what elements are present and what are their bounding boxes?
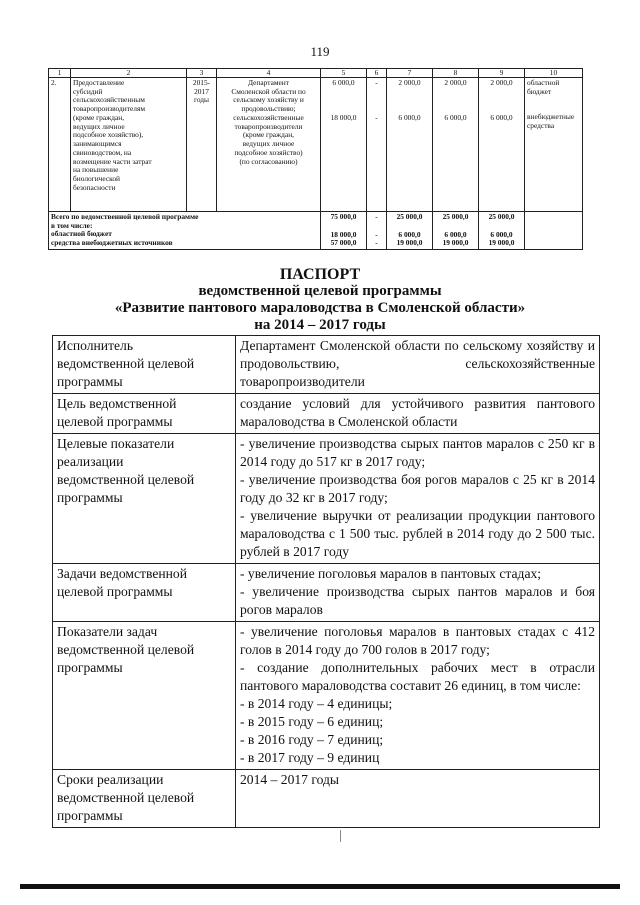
desc-line: субсидий (73, 86, 103, 96)
total-col9 (479, 212, 525, 250)
total-col7 (387, 212, 433, 250)
row-number: 2. (49, 78, 71, 212)
y2017-cell (479, 78, 525, 212)
executor-line: товаропроизводители (234, 121, 303, 131)
executor-line: Департамент (248, 78, 289, 87)
value: 25 000,0 (442, 212, 469, 221)
executor-cell (217, 78, 321, 212)
measure-description (71, 78, 187, 212)
title-line: ПАСПОРТ (279, 266, 361, 283)
passport-value (236, 336, 600, 394)
col-number: 9 (479, 69, 525, 78)
value: 6 000,0 (490, 112, 513, 122)
passport-table (52, 335, 600, 828)
y2016-cell (433, 78, 479, 212)
value: 6 000,0 (490, 229, 513, 239)
desc-line: безопасности (73, 182, 116, 192)
passport-value (236, 564, 600, 622)
label-line: программы (57, 660, 123, 675)
desc-line: на повышение (73, 165, 119, 175)
col-number: 4 (217, 69, 321, 78)
value: 19 000,0 (396, 238, 423, 248)
label-line: программы (57, 490, 123, 505)
title-line: на 2014 – 2017 годы (254, 317, 386, 333)
col6-cell (367, 78, 387, 212)
col-number: 5 (321, 69, 367, 78)
passport-value (236, 394, 600, 434)
label-line: ведомственной целевой (57, 790, 195, 805)
executor-line: сельскому хозяйству и (233, 95, 304, 105)
value: - (375, 112, 378, 122)
y2015-cell (387, 78, 433, 212)
value: внебюджетные средства (527, 112, 575, 131)
period-cell: 2015-2017 годы (187, 78, 217, 212)
total-label-line: в том числе: (51, 220, 93, 230)
desc-line: свиноводством, на (73, 147, 132, 157)
col-number: 6 (367, 69, 387, 78)
value: 18 000,0 (330, 229, 357, 239)
page-bottom-rule (20, 884, 620, 889)
value-line: - в 2017 году – 9 единиц (240, 750, 380, 765)
title-line: «Развитие пантового мараловодства в Смоленской области» (114, 300, 526, 316)
value: 6 000,0 (398, 229, 421, 239)
passport-label (53, 770, 236, 828)
passport-row-targets (53, 434, 600, 564)
passport-row-indicators (53, 622, 600, 770)
value: 25 000,0 (396, 212, 423, 221)
source-cell (525, 78, 583, 212)
total-col10 (525, 212, 583, 250)
executor-line: ведущих личное (242, 139, 295, 149)
value-line: - увеличение производства боя рогов маралов с 25 кг в 2014 году до 32 кг в 2017 году; (240, 472, 595, 505)
value: 2 000,0 (444, 78, 467, 87)
passport-label (53, 434, 236, 564)
value: 18 000,0 (330, 112, 357, 122)
col-number: 3 (187, 69, 217, 78)
title-line: ведомственной целевой программы (198, 283, 442, 299)
column-numbers-row (49, 69, 583, 78)
total-row (49, 212, 583, 250)
desc-line: (кроме граждан, (73, 112, 125, 122)
total-label (49, 212, 321, 250)
label-line: реализации (57, 454, 124, 469)
desc-line: подсобное хозяйство), (73, 130, 144, 140)
label-line: Цель ведомственной (57, 396, 177, 411)
label-line: ведомственной целевой (57, 472, 195, 487)
value: - (375, 78, 378, 87)
passport-label (53, 336, 236, 394)
value: областной бюджет (527, 78, 560, 96)
label-line: Целевые показатели (57, 436, 175, 451)
total-label-line: средства внебюджетных источников (51, 238, 173, 248)
value-line: - создание дополнительных рабочих мест в отрасли пантового мараловодства составит 26 единиц, в том числе: (240, 660, 595, 693)
total-col6 (367, 212, 387, 250)
value-line: - увеличение выручки от реализации продукции пантового мараловодства с 1 500 тыс. рублей в 2014 году до 2 500 тыс. рублей в 2017 году (240, 508, 595, 559)
value-line: - увеличение производства сырых пантов маралов с 250 кг в 2014 году до 517 кг в 2017 году; (240, 436, 595, 469)
label-line: Исполнитель (57, 338, 134, 353)
value-line: Департамент Смоленской области по сельскому хозяйству и продовольствию, сельскохозяйственные товаропроизводители (240, 338, 595, 389)
value-line: - увеличение производства сырых пантов маралов и боя рогов маралов (240, 584, 595, 617)
passport-value (236, 434, 600, 564)
label-line: Показатели задач (57, 624, 158, 639)
total-col5 (321, 212, 367, 250)
passport-value (236, 770, 600, 828)
passport-row-executor (53, 336, 600, 394)
program-funding-table (48, 68, 583, 250)
total-cell (321, 78, 367, 212)
value: - (375, 229, 378, 239)
label-line: ведомственной целевой (57, 356, 195, 371)
total-col8 (433, 212, 479, 250)
value: 2 000,0 (490, 78, 513, 87)
value: - (375, 238, 378, 248)
value-line: создание условий для устойчивого развития пантового мараловодства в Смоленской области (240, 396, 595, 429)
passport-value (236, 622, 600, 770)
value: 6 000,0 (444, 229, 467, 239)
label-line: Задачи ведомственной (57, 566, 187, 581)
executor-line: подсобное хозяйство) (234, 147, 303, 157)
value: 6 000,0 (398, 112, 421, 122)
value: 6 000,0 (332, 78, 355, 87)
total-label-line: областной бюджет (51, 229, 112, 239)
passport-row-goal (53, 394, 600, 434)
label-line: программы (57, 808, 123, 823)
desc-line: возмещение части затрат (73, 156, 152, 166)
value-line: - в 2016 году – 7 единиц; (240, 732, 384, 747)
desc-line: Предоставление (73, 78, 125, 87)
label-line: целевой программы (57, 584, 173, 599)
label-line: ведомственной целевой (57, 642, 195, 657)
value: 6 000,0 (444, 112, 467, 122)
table-row (49, 78, 583, 212)
executor-line: Смоленской области по (231, 86, 306, 96)
passport-label (53, 622, 236, 770)
value-line: - увеличение поголовья маралов в пантовых стадах; (240, 566, 542, 581)
passport-row-terms (53, 770, 600, 828)
passport-label (53, 564, 236, 622)
col-number: 8 (433, 69, 479, 78)
passport-label (53, 394, 236, 434)
value-line: - в 2014 году – 4 единицы; (240, 696, 393, 711)
executor-line: продовольствию; (241, 104, 296, 114)
value: 57 000,0 (330, 238, 357, 248)
label-line: целевой программы (57, 414, 173, 429)
desc-line: ведущих личное (73, 121, 125, 131)
col-number: 2 (71, 69, 187, 78)
total-label-line: Всего по ведомственной целевой программе (51, 212, 199, 221)
desc-line: занимающимся (73, 139, 122, 149)
col-number: 10 (525, 69, 583, 78)
value-line: - увеличение поголовья маралов в пантовых стадах с 412 голов в 2014 году до 700 голов в 2017 году; (240, 624, 595, 657)
executor-line: (кроме граждан, (242, 130, 295, 140)
label-line: Сроки реализации (57, 772, 164, 787)
executor-line: сельскохозяйственные (233, 112, 304, 122)
value-line: - в 2015 году – 6 единиц; (240, 714, 384, 729)
value: 75 000,0 (330, 212, 357, 221)
value: 19 000,0 (488, 238, 515, 248)
desc-line: биологической (73, 174, 121, 184)
value: - (375, 212, 378, 221)
passport-row-tasks (53, 564, 600, 622)
value: 25 000,0 (488, 212, 515, 221)
value: 19 000,0 (442, 238, 469, 248)
col-number: 1 (49, 69, 71, 78)
desc-line: товаропроизводителям (73, 104, 146, 114)
passport-title (0, 266, 640, 334)
desc-line: сельскохозяйственным (73, 95, 145, 105)
col-number: 7 (387, 69, 433, 78)
page-number: 119 (310, 44, 330, 59)
scan-mark (340, 830, 341, 842)
executor-line: (по согласованию) (239, 156, 298, 166)
value: 2 000,0 (398, 78, 421, 87)
value-line: 2014 – 2017 годы (240, 772, 340, 787)
label-line: программы (57, 374, 123, 389)
